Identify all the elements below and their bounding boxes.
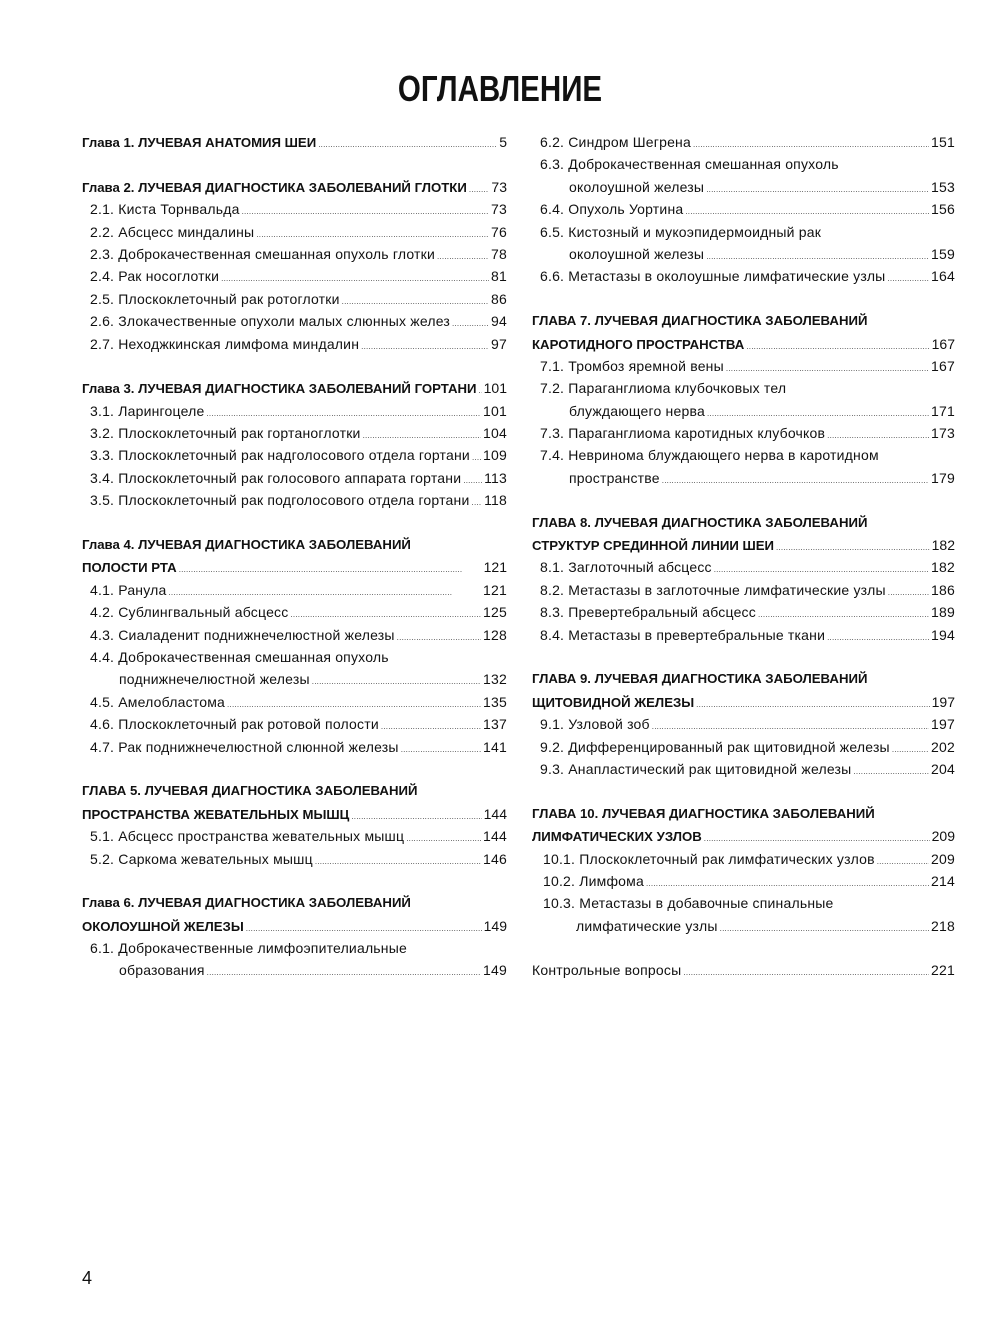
toc-entry <box>532 959 955 981</box>
entry-page: 202 <box>931 738 955 755</box>
entry-page: 209 <box>931 828 955 845</box>
toc-section <box>82 400 507 422</box>
chapter-heading <box>532 691 955 713</box>
toc-section <box>82 221 507 243</box>
entry-title: 10.1. Плоскоклеточный рак лимфатических узлов <box>543 850 875 867</box>
section-gap <box>532 646 955 668</box>
entry-title: 6.6. Метастазы в околоушные лимфатические узлы <box>540 268 886 285</box>
toc-section <box>82 467 507 489</box>
entry-page: 164 <box>931 268 955 285</box>
entry-title: 3.1. Ларингоцеле <box>90 402 205 419</box>
entry-title: 4.6. Плоскоклеточный рак ротовой полости <box>90 716 379 733</box>
entry-title: 2.1. Киста Торнвальда <box>90 201 240 218</box>
entry-title: ГЛАВА 5. ЛУЧЕВАЯ ДИАГНОСТИКА ЗАБОЛЕВАНИЙ <box>82 783 418 799</box>
entry-page: 151 <box>931 134 955 150</box>
toc-section-continuation <box>82 959 507 981</box>
entry-title: 7.4. Невринома блуждающего нерва в каротидном <box>540 447 879 464</box>
toc-section <box>532 601 955 623</box>
entry-page: 197 <box>931 716 955 733</box>
entry-page: 214 <box>931 872 955 889</box>
toc-section <box>532 198 955 220</box>
toc-section <box>82 243 507 265</box>
entry-page: 218 <box>931 917 955 934</box>
toc-section <box>82 825 507 847</box>
entry-title: 3.4. Плоскоклеточный рак голосового аппарата гортани <box>90 469 462 486</box>
entry-title: лимфатические узлы <box>576 917 718 934</box>
section-gap <box>532 780 955 802</box>
entry-title: 6.3. Доброкачественная смешанная опухоль <box>540 156 839 173</box>
entry-page: 144 <box>483 828 507 845</box>
toc-section <box>532 153 955 175</box>
dot-leader <box>361 333 489 358</box>
entry-title: 10.3. Метастазы в добавочные спинальные <box>543 895 834 912</box>
entry-title: 10.2. Лимфома <box>543 872 644 889</box>
entry-page: 113 <box>484 469 507 486</box>
dot-leader <box>207 959 481 984</box>
entry-page: 146 <box>483 850 507 867</box>
entry-title: 6.4. Опухоль Уортина <box>540 201 684 218</box>
entry-page: 118 <box>484 492 507 509</box>
toc-section <box>82 937 507 959</box>
entry-title: 9.3. Анапластический рак щитовидной железы <box>540 760 852 777</box>
entry-title: околоушной железы <box>569 245 705 262</box>
entry-title: 5.1. Абсцесс пространства жевательных мышц <box>90 828 405 845</box>
toc-section <box>532 892 955 914</box>
toc-section <box>82 444 507 466</box>
entry-title: ЛИМФАТИЧЕСКИХ УЗЛОВ <box>532 829 702 845</box>
dot-leader <box>472 489 483 514</box>
entry-page: 109 <box>483 447 507 464</box>
toc-section <box>82 624 507 646</box>
entry-title: ОКОЛОУШНОЙ ЖЕЛЕЗЫ <box>82 918 244 934</box>
entry-title: 3.5. Плоскоклеточный рак подголосового отдела гортани <box>90 492 470 509</box>
entry-page: 86 <box>491 290 507 307</box>
entry-title: ПРОСТРАНСТВА ЖЕВАТЕЛЬНЫХ МЫШЦ <box>82 806 350 822</box>
toc-section <box>532 131 955 153</box>
entry-title: 4.7. Рак поднижнечелюстной слюнной железы <box>90 738 399 755</box>
entry-page: 167 <box>931 335 955 352</box>
toc-section <box>82 198 507 220</box>
entry-page: 209 <box>931 850 955 867</box>
chapter-heading <box>82 176 507 198</box>
entry-page: 135 <box>483 693 507 710</box>
entry-title: ГЛАВА 9. ЛУЧЕВАЯ ДИАГНОСТИКА ЗАБОЛЕВАНИЙ <box>532 671 868 687</box>
entry-title: пространстве <box>569 469 660 486</box>
entry-page: 156 <box>931 201 955 218</box>
dot-leader <box>827 624 929 649</box>
chapter-heading <box>82 534 507 556</box>
toc-section <box>82 848 507 870</box>
entry-page: 197 <box>931 693 955 710</box>
toc-section <box>532 355 955 377</box>
entry-page: 171 <box>931 402 955 419</box>
entry-page: 73 <box>491 201 507 218</box>
entry-page: 76 <box>491 223 507 240</box>
toc-section-continuation <box>82 668 507 690</box>
entry-title: 6.1. Доброкачественные лимфоэпителиальные <box>90 940 407 957</box>
chapter-heading <box>82 892 507 914</box>
toc-section <box>532 422 955 444</box>
toc-section <box>532 758 955 780</box>
toc-section <box>532 377 955 399</box>
toc-section-continuation <box>532 400 955 422</box>
entry-page: 121 <box>483 581 507 598</box>
entry-page: 73 <box>491 178 507 195</box>
toc-section <box>82 579 507 601</box>
section-gap <box>82 153 507 175</box>
entry-page: 204 <box>931 760 955 777</box>
dot-leader <box>401 736 481 761</box>
entry-title: Глава 2. ЛУЧЕВАЯ ДИАГНОСТИКА ЗАБОЛЕВАНИЙ ГЛОТКИ <box>82 179 467 195</box>
toc-section <box>82 691 507 713</box>
entry-page: 125 <box>483 604 507 621</box>
entry-title: 5.2. Саркома жевательных мышц <box>90 850 313 867</box>
entry-page: 101 <box>483 402 507 419</box>
entry-page: 104 <box>483 425 507 442</box>
entry-title: 7.3. Параганглиома каротидных клубочков <box>540 425 826 442</box>
entry-title: 9.1. Узловой зоб <box>540 716 650 733</box>
toc-section <box>532 444 955 466</box>
entry-page: 94 <box>491 313 507 330</box>
entry-title: СТРУКТУР СРЕДИННОЙ ЛИНИИ ШЕИ <box>532 538 775 554</box>
section-gap <box>532 489 955 511</box>
toc-column-right <box>532 131 955 982</box>
toc-section-continuation <box>532 176 955 198</box>
entry-title: 8.3. Превертебральный абсцесс <box>540 604 756 621</box>
entry-title: 7.1. Тромбоз яремной вены <box>540 357 724 374</box>
chapter-heading <box>532 310 955 332</box>
entry-page: 121 <box>483 559 507 576</box>
entry-page: 128 <box>483 626 507 643</box>
entry-title: 6.5. Кистозный и мукоэпидермоидный рак <box>540 223 822 240</box>
section-gap <box>532 937 955 959</box>
entry-page: 186 <box>931 581 955 598</box>
entry-page: 137 <box>483 716 507 733</box>
chapter-heading <box>532 333 955 355</box>
toc-section <box>82 310 507 332</box>
toc-section <box>82 333 507 355</box>
chapter-heading <box>532 803 955 825</box>
page-title: ОГЛАВЛЕНИЕ <box>397 68 603 109</box>
entry-title: 2.4. Рак носоглотки <box>90 268 220 285</box>
toc-section <box>82 288 507 310</box>
dot-leader <box>318 132 497 156</box>
entry-title: 3.2. Плоскоклеточный рак гортаноглотки <box>90 425 361 442</box>
section-gap <box>82 355 507 377</box>
dot-leader <box>853 758 929 783</box>
entry-title: ПОЛОСТИ РТА <box>82 560 177 576</box>
toc-column-left <box>82 131 507 982</box>
toc-section <box>532 221 955 243</box>
entry-page: 149 <box>483 962 507 979</box>
entry-page: 149 <box>483 917 507 934</box>
entry-page: 179 <box>931 469 955 486</box>
toc-section-continuation <box>532 467 955 489</box>
entry-title: 4.3. Сиаладенит поднижнечелюстной железы <box>90 626 395 643</box>
entry-page: 159 <box>931 245 955 262</box>
entry-title: 8.4. Метастазы в превертебральные ткани <box>540 626 826 643</box>
entry-page: 78 <box>491 245 507 262</box>
entry-title: 6.2. Синдром Шегрена <box>540 134 691 150</box>
toc-section <box>532 265 955 287</box>
entry-page: 141 <box>483 738 507 755</box>
toc-section <box>82 601 507 623</box>
entry-title: КАРОТИДНОГО ПРОСТРАНСТВА <box>532 336 745 352</box>
entry-title: околоушной железы <box>569 178 705 195</box>
entry-page: 5 <box>499 134 507 150</box>
entry-page: 144 <box>483 805 507 822</box>
chapter-heading <box>532 825 955 847</box>
toc-section-continuation <box>532 243 955 265</box>
section-gap <box>82 870 507 892</box>
entry-page: 189 <box>931 604 955 621</box>
chapter-heading <box>82 131 507 153</box>
entry-title: ЩИТОВИДНОЙ ЖЕЛЕЗЫ <box>532 694 695 710</box>
entry-page: 221 <box>931 962 955 979</box>
dot-leader <box>720 915 929 940</box>
entry-title: ГЛАВА 10. ЛУЧЕВАЯ ДИАГНОСТИКА ЗАБОЛЕВАНИЙ <box>532 805 875 821</box>
section-gap <box>82 512 507 534</box>
entry-title: 2.6. Злокачественные опухоли малых слюнных желез <box>90 313 451 330</box>
toc-section <box>82 422 507 444</box>
entry-title: поднижнечелюстной железы <box>119 671 310 688</box>
entry-page: 194 <box>931 626 955 643</box>
dot-leader <box>887 265 929 290</box>
chapter-heading <box>532 668 955 690</box>
entry-page: 153 <box>931 178 955 195</box>
toc-section <box>532 624 955 646</box>
toc-section <box>82 646 507 668</box>
toc-section-continuation <box>532 915 955 937</box>
entry-title: образования <box>119 962 205 979</box>
entry-title: Контрольные вопросы <box>532 962 682 979</box>
dot-leader <box>662 467 929 492</box>
toc-section <box>532 736 955 758</box>
entry-title: 7.2. Параганглиома клубочковых тел <box>540 380 787 397</box>
entry-title: Глава 3. ЛУЧЕВАЯ ДИАГНОСТИКА ЗАБОЛЕВАНИЙ ГОРТАНИ <box>82 381 477 397</box>
entry-title: 2.7. Неходжкинская лимфома миндалин <box>90 335 360 352</box>
toc-section <box>82 736 507 758</box>
chapter-heading <box>82 556 507 578</box>
chapter-heading <box>82 377 507 399</box>
section-gap <box>82 758 507 780</box>
entry-title: Глава 1. ЛУЧЕВАЯ АНАТОМИЯ ШЕИ <box>82 135 317 150</box>
entry-title: 4.5. Амелобластома <box>90 693 226 710</box>
chapter-heading <box>82 803 507 825</box>
entry-title: 4.2. Сублингвальный абсцесс <box>90 604 289 621</box>
entry-title: Глава 6. ЛУЧЕВАЯ ДИАГНОСТИКА ЗАБОЛЕВАНИЙ <box>82 895 411 911</box>
entry-page: 182 <box>931 559 955 576</box>
page-number: 4 <box>82 1268 93 1288</box>
section-gap <box>532 288 955 310</box>
entry-title: блуждающего нерва <box>569 402 705 419</box>
chapter-heading <box>532 512 955 534</box>
entry-title: 4.1. Ранула <box>90 581 167 598</box>
entry-title: ГЛАВА 8. ЛУЧЕВАЯ ДИАГНОСТИКА ЗАБОЛЕВАНИЙ <box>532 514 868 530</box>
entry-page: 182 <box>931 537 955 554</box>
entry-title: 2.5. Плоскоклеточный рак ротоглотки <box>90 290 340 307</box>
entry-title: Глава 4. ЛУЧЕВАЯ ДИАГНОСТИКА ЗАБОЛЕВАНИЙ <box>82 537 411 553</box>
entry-title: 2.3. Доброкачественная смешанная опухоль глотки <box>90 245 435 262</box>
toc-section <box>532 579 955 601</box>
toc-section <box>532 713 955 735</box>
entry-title: ГЛАВА 7. ЛУЧЕВАЯ ДИАГНОСТИКА ЗАБОЛЕВАНИЙ <box>532 313 868 329</box>
entry-title: 8.1. Заглоточный абсцесс <box>540 559 712 576</box>
toc-section <box>532 556 955 578</box>
toc-section <box>532 870 955 892</box>
entry-title: 9.2. Дифференцированный рак щитовидной железы <box>540 738 890 755</box>
entry-title: 2.2. Абсцесс миндалины <box>90 223 255 240</box>
entry-page: 97 <box>491 335 507 352</box>
entry-page: 81 <box>491 268 507 285</box>
entry-title: 8.2. Метастазы в заглоточные лимфатические узлы <box>540 581 886 598</box>
dot-leader <box>315 848 481 873</box>
entry-page: 167 <box>931 357 955 374</box>
entry-title: 4.4. Доброкачественная смешанная опухоль <box>90 648 389 665</box>
toc-section <box>82 713 507 735</box>
toc-section <box>532 848 955 870</box>
entry-page: 132 <box>483 671 507 688</box>
chapter-heading <box>82 780 507 802</box>
chapter-heading <box>532 534 955 556</box>
chapter-heading <box>82 915 507 937</box>
toc-section <box>82 265 507 287</box>
entry-title: 3.3. Плоскоклеточный рак надголосового отдела гортани <box>90 447 470 464</box>
toc-section <box>82 489 507 511</box>
dot-leader <box>683 959 929 984</box>
entry-page: 101 <box>483 380 507 397</box>
entry-page: 173 <box>931 425 955 442</box>
